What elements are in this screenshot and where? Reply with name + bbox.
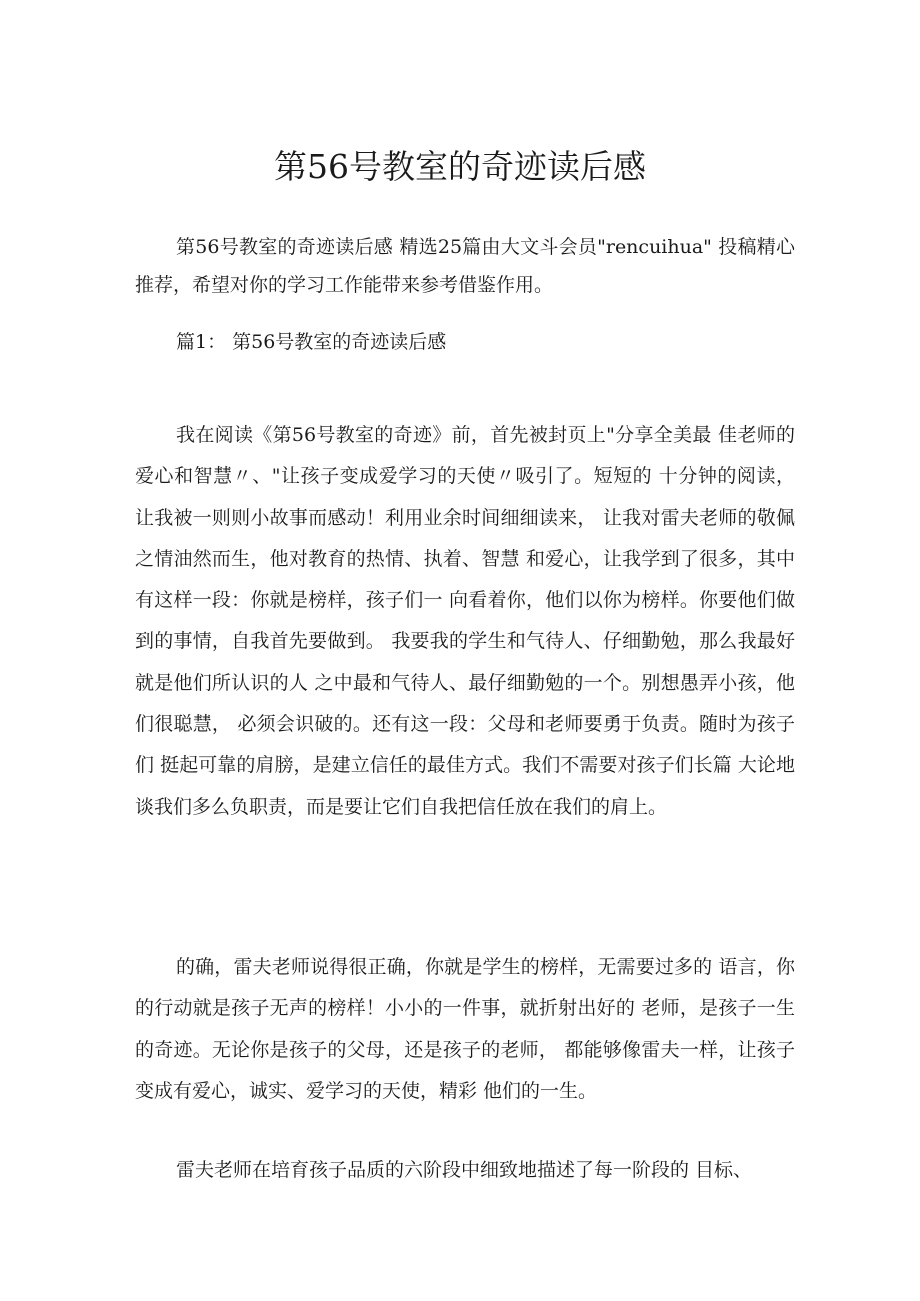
document-title: 第56号教室的奇迹读后感 (274, 147, 646, 186)
body-paragraph-1: 我在阅读《第56号教室的奇迹》前，首先被封页上"分享全美最 佳老师的爱心和智慧〃、"让孩子变成爱学习的天使〃吸引了。短短的 十分钟的阅读，让我被一则则小故事而感动！利用业余时间细细读来， 让我对雷夫老师的敬佩之情油然而生，他对教育的热情、执着、智慧 和爱心，让我学到了很多，其中有这样一段：你就是榜样，孩子们一 向看着你，他们以你为榜样。你要他们做到的事情，自我首先要做到。 我要我的学生和气待人、仔细勤勉，那么我最好就是他们所认识的人 之中最和气待人、最仔细勤勉的一个。别想愚弄小孩，他们很聪慧， 必须会识破的。还有这一段：父母和老师要勇于负责。随时为孩子们 挺起可靠的肩膀，是建立信任的最佳方式。我们不需要对孩子们长篇 大论地谈我们多么负职责，而是要让它们自我把信任放在我们的肩上。 (135, 424, 795, 818)
chapter-heading: 篇1： 第56号教室的奇迹读后感 (176, 331, 447, 353)
body-paragraph-2: 的确，雷夫老师说得很正确，你就是学生的榜样，无需要过多的 语言，你的行动就是孩子无声的榜样！小小的一件事，就折射出好的 老师，是孩子一生的奇迹。无论你是孩子的父母，还是孩子的老师， 都能够像雷夫一样，让孩子变成有爱心，诚实、爱学习的天使，精彩 他们的一生。 (135, 956, 795, 1102)
body-paragraph-3: 雷夫老师在培育孩子品质的六阶段中细致地描述了每一阶段的 目标、 (176, 1159, 753, 1181)
intro-paragraph: 第56号教室的奇迹读后感 精选25篇由大文斗会员"rencuihua" 投稿精心推荐，希望对你的学习工作能带来参考借鉴作用。 (135, 236, 795, 296)
